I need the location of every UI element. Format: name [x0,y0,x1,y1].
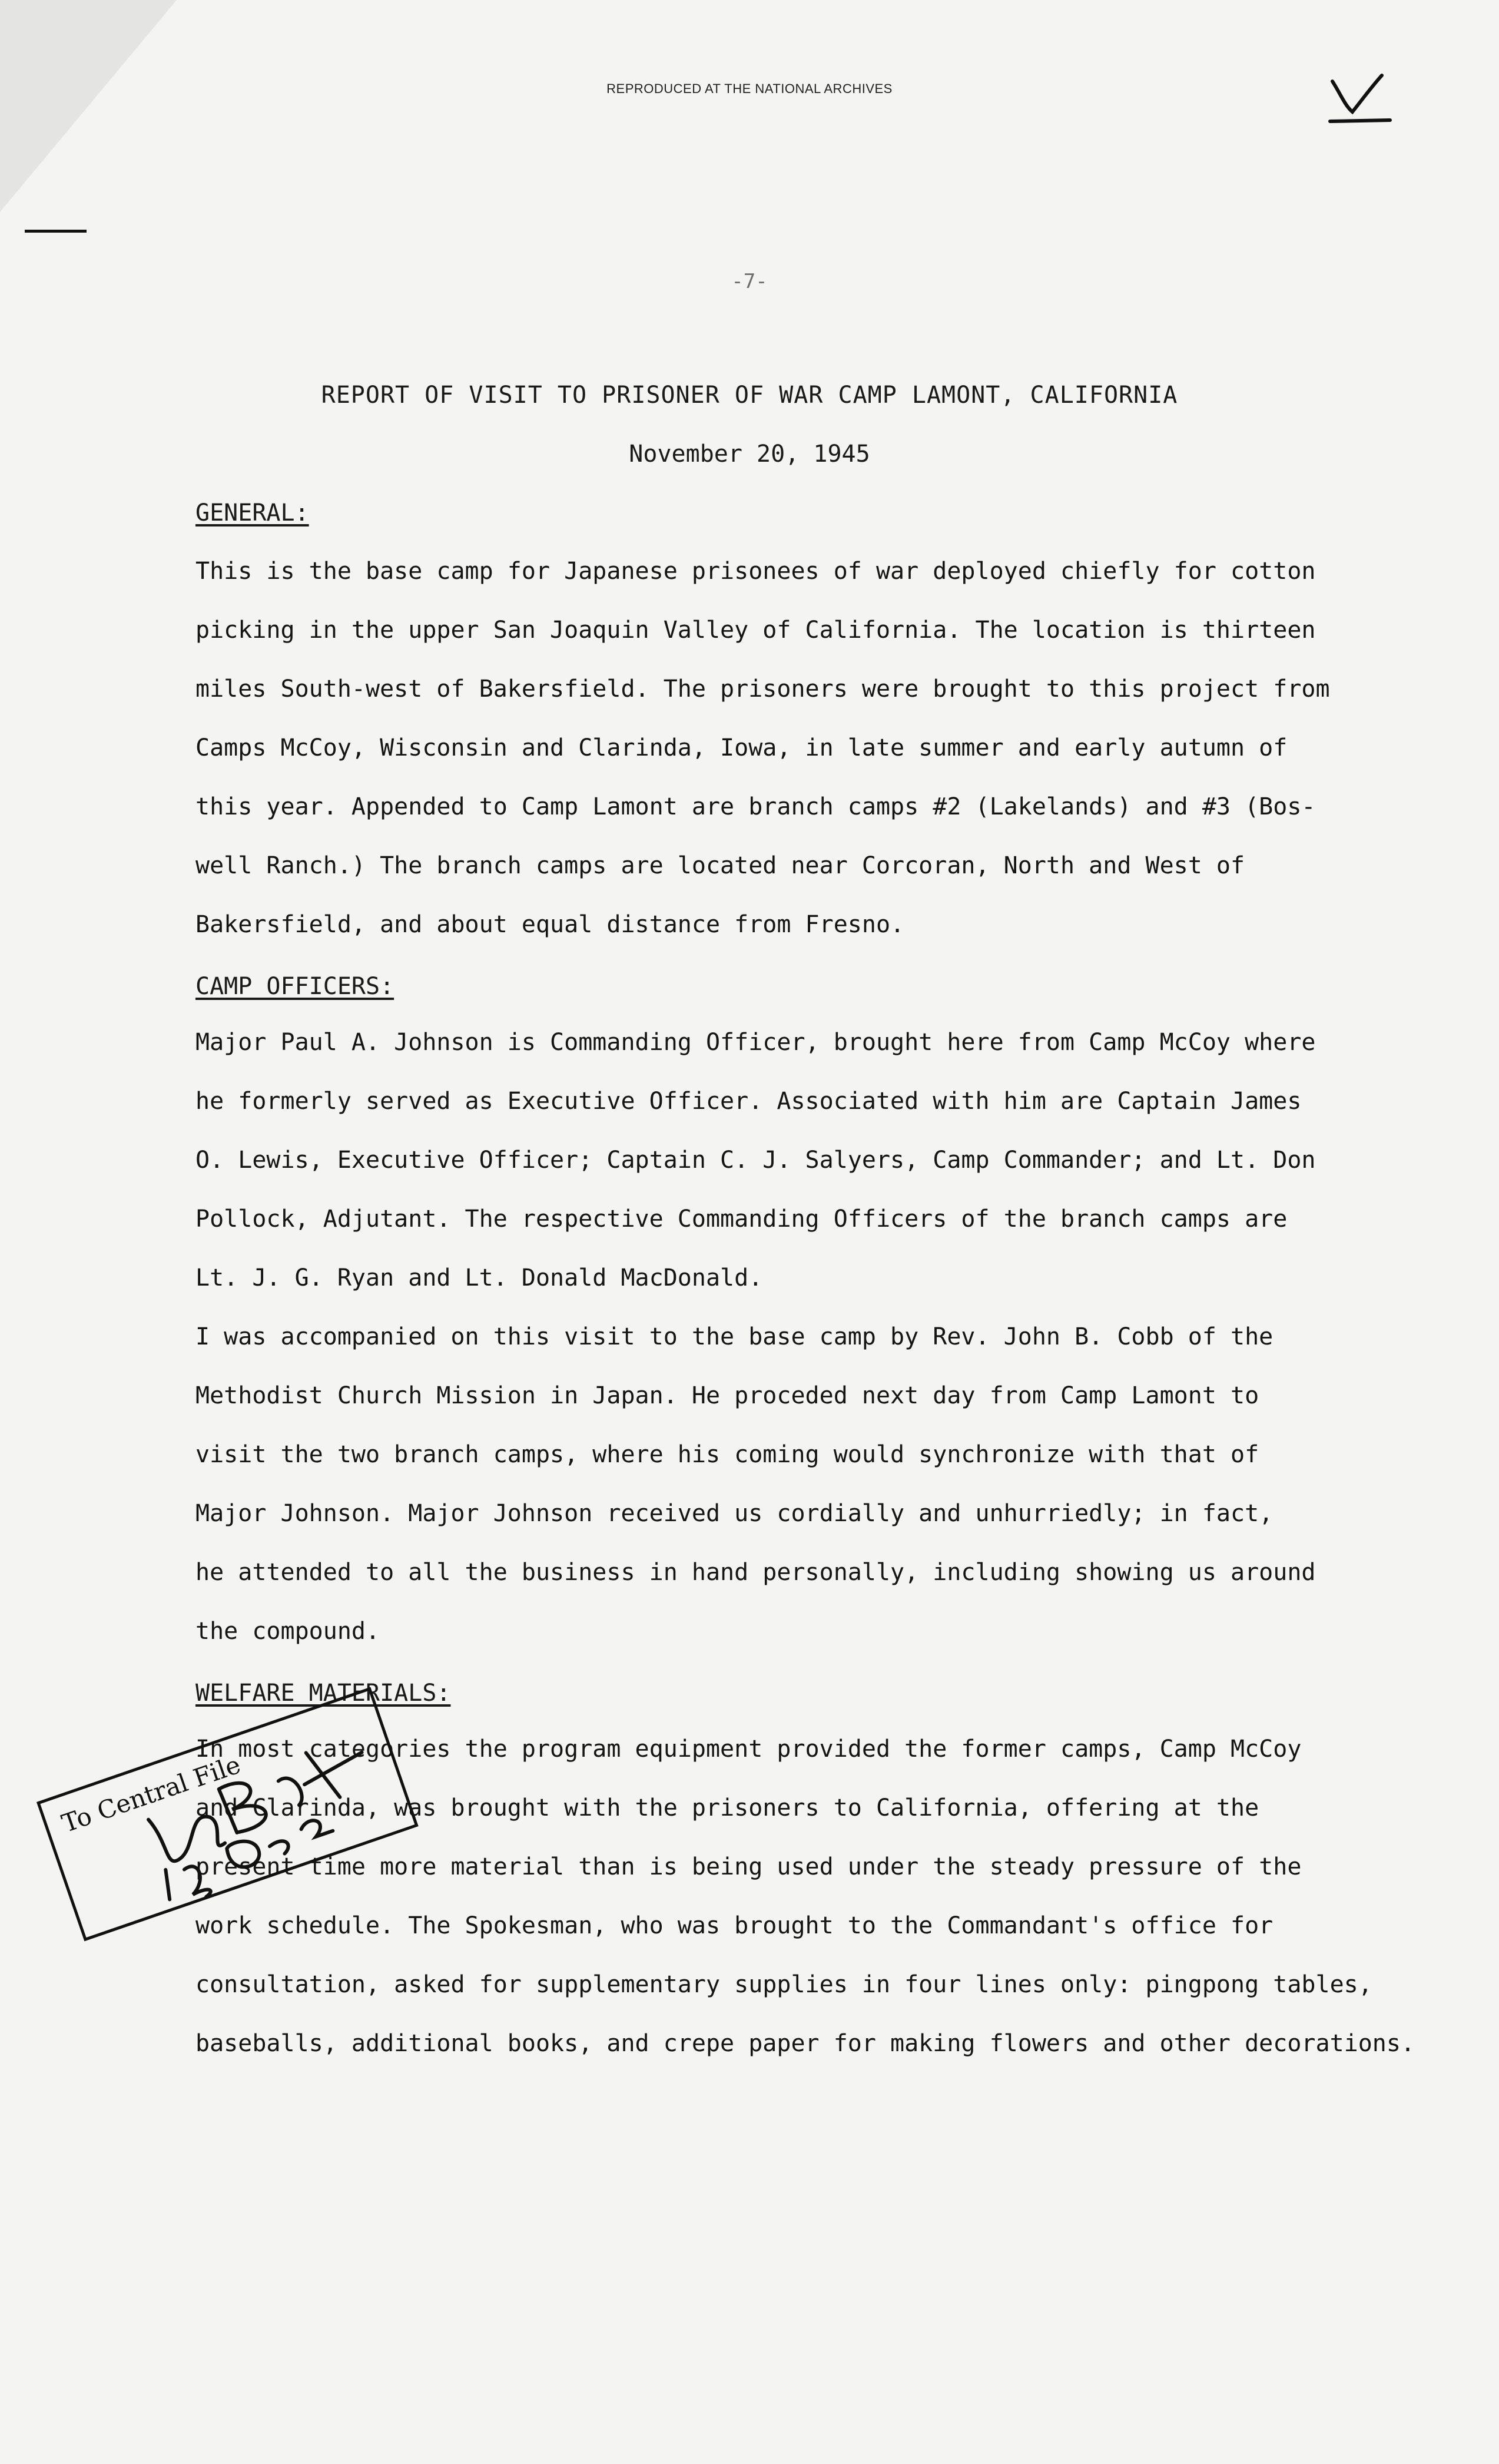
text-line: and Clarinda, was brought with the prisoners to California, offering at the [195,1794,1259,1821]
text-line: Lt. J. G. Ryan and Lt. Donald MacDonald. [195,1264,763,1291]
text-line: consultation, asked for supplementary supplies in four lines only: pingpong tables, [195,1971,1372,1998]
text-line: picking in the upper San Joaquin Valley of California. The location is thirteen [195,617,1316,644]
document-title: REPORT OF VISIT TO PRISONER OF WAR CAMP LAMONT, CALIFORNIA [321,382,1178,409]
text-line: the compound. [195,1618,380,1645]
text-line: he formerly served as Executive Officer. Associated with him are Captain James [195,1088,1302,1115]
section-heading-general: GENERAL: [195,499,309,526]
text-line: Major Johnson. Major Johnson received us cordially and unhurriedly; in fact, [195,1500,1274,1527]
text-line: visit the two branch camps, where his coming would synchronize with that of [195,1441,1259,1468]
text-line: work schedule. The Spokesman, who was brought to the Commandant's office for [195,1912,1274,1939]
document-date: November 20, 1945 [629,441,870,468]
handwritten-check-mark [1328,71,1392,124]
text-line: this year. Appended to Camp Lamont are branch camps #2 (Lakelands) and #3 (Bos- [195,793,1316,820]
section-heading-welfare-materials: WELFARE MATERIALS: [195,1680,451,1707]
text-line: present time more material than is being used under the steady pressure of the [195,1853,1302,1880]
text-line: Bakersfield, and about equal distance from Fresno. [195,911,905,938]
archives-notice: REPRODUCED AT THE NATIONAL ARCHIVES [606,81,893,96]
text-line: miles South-west of Bakersfield. The prisoners were brought to this project from [195,675,1330,703]
margin-dash-mark [25,230,87,233]
text-line: O. Lewis, Executive Officer; Captain C. J. Salyers, Camp Commander; and Lt. Don [195,1147,1316,1174]
text-line: he attended to all the business in hand personally, including showing us around [195,1559,1316,1586]
section-heading-camp-officers: CAMP OFFICERS: [195,973,394,1000]
text-line: Methodist Church Mission in Japan. He proceded next day from Camp Lamont to [195,1382,1259,1409]
text-line: This is the base camp for Japanese prisonees of war deployed chiefly for cotton [195,558,1316,585]
text-line: I was accompanied on this visit to the base camp by Rev. John B. Cobb of the [195,1323,1274,1350]
section-body-general [195,542,1467,954]
section-body-camp-officers [195,1013,1467,1661]
stamp-label: To Central File [58,1750,244,1839]
text-line: In most categories the program equipment provided the former camps, Camp McCoy [195,1736,1302,1763]
folded-corner [0,0,177,212]
text-line: baseballs, additional books, and crepe paper for making flowers and other decorations. [195,2030,1415,2057]
text-line: well Ranch.) The branch camps are located near Corcoran, North and West of [195,852,1245,879]
text-line: Pollock, Adjutant. The respective Commanding Officers of the branch camps are [195,1205,1288,1233]
text-line: Camps McCoy, Wisconsin and Clarinda, Iowa, in late summer and early autumn of [195,734,1288,761]
page-number: -7- [731,270,768,293]
text-line: Major Paul A. Johnson is Commanding Officer, brought here from Camp McCoy where [195,1029,1316,1056]
